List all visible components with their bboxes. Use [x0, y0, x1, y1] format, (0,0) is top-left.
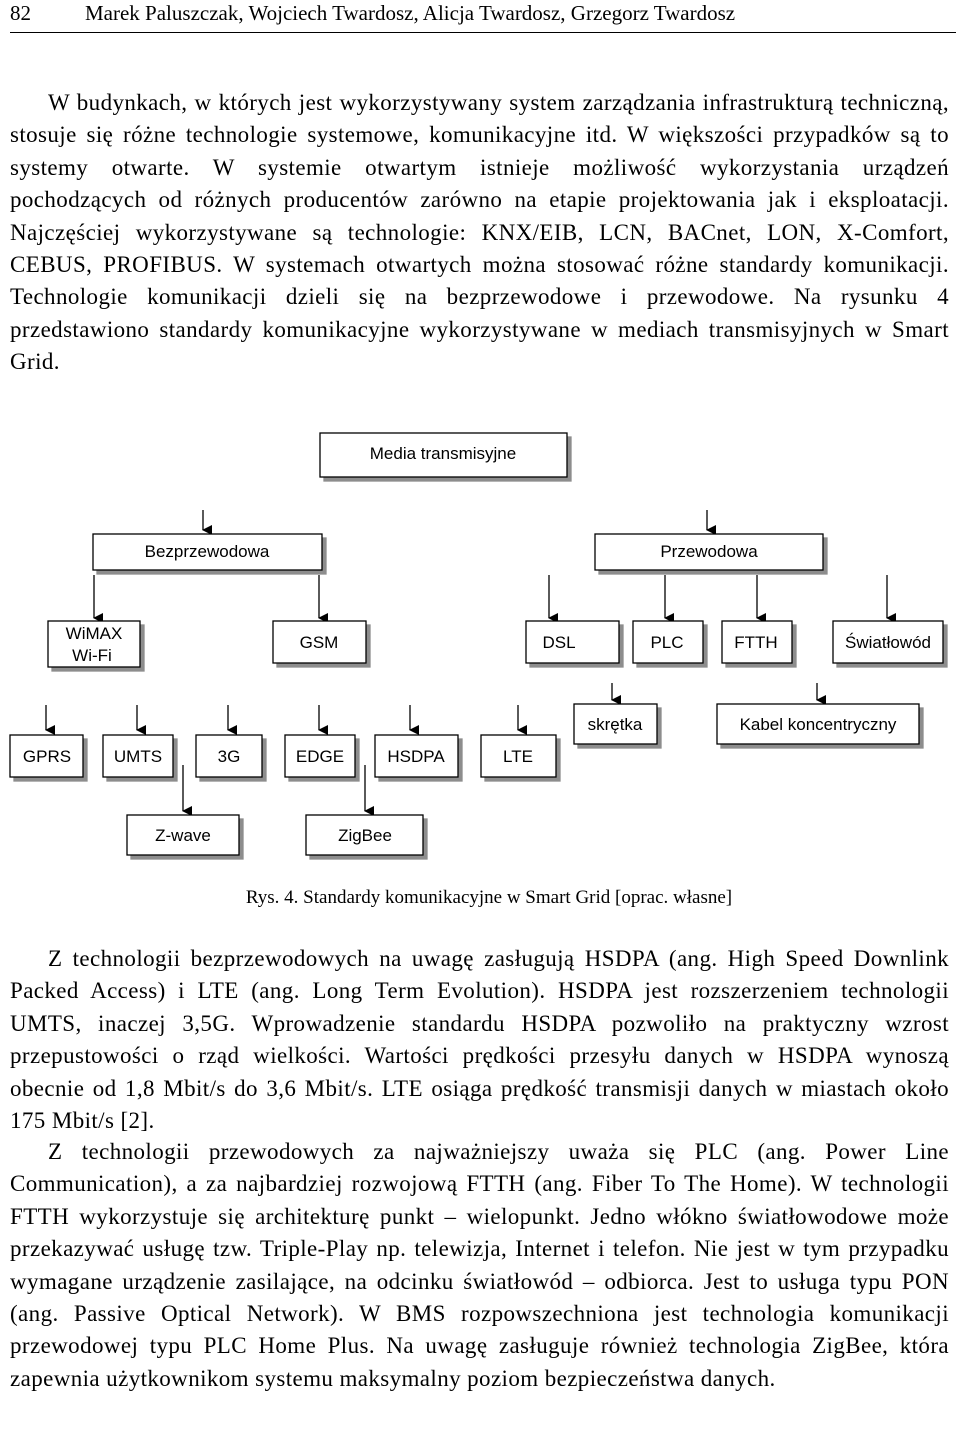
node-boxes [10, 433, 943, 855]
node-labels [23, 444, 931, 845]
figure-caption: Rys. 4. Standardy komunikacyjne w Smart Grid [oprac. własne] [245, 887, 733, 908]
node-gsm: GSM [299, 633, 339, 652]
node-przewodowa: Przewodowa [660, 542, 758, 561]
node-swiatlowod: Światłowód [845, 633, 931, 652]
page-number: 82 [10, 1, 31, 25]
node-skretka: skrętka [587, 715, 643, 734]
node-kabel-koncentryczny: Kabel koncentryczny [739, 715, 897, 734]
node-gprs: GPRS [22, 747, 72, 766]
node-wimax: WiMAX [65, 624, 123, 643]
node-ftth: FTTH [734, 633, 778, 652]
node-edge: EDGE [295, 747, 345, 766]
node-umts: UMTS [113, 747, 163, 766]
body-paragraph: Z technologii przewodowych za najważniejszy uważa się PLC (ang. Power Line Communication), a za najbardziej rozwojową FTTH (ang. Fiber To The Home). W technologii FTTH wykorzystuje się architekturę punkt – wielopunkt. Jedno włókno światłowodowe może przekazywać usługę tzw. Triple-Play np. telewizja, Internet i telefon. Nie jest w tym przypadku wymagane urządzenie zasilające, na odcinku światłowód – odbiorca. Jest to usługa typu PON (ang. Passive Optical Network). W BMS rozpowszechniona jest technologia komunikacji przewodowej typu PLC Home Plus. Na uwagę zasługuje również technologia ZigBee, która zapewnia użytkownikom systemu maksymalny poziom bezpieczeństwa danych. [10, 1139, 949, 1391]
node-media-transmisyjne: Media transmisyjne [369, 444, 517, 463]
node-hsdpa: HSDPA [387, 747, 445, 766]
page-header [10, 0, 956, 33]
body-paragraph: W budynkach, w których jest wykorzystywany system zarządzania infrastrukturą techniczną, stosuje się różne technologie systemowe, komunikacyjne itd. W większości przypadków są to systemy otwarte. W systemie otwartym istnieje możliwość wykorzystania urządzeń pochodzących od różnych producentów zarówno na etapie projektowania jak i eksploatacji. Najczęściej wykorzystywane są technologie: KNX/EIB, LCN, BACnet, LON, X-Comfort, CEBUS, PROFIBUS. W systemach otwartych można stosować różne standardy komunikacji. Technologie komunikacji dzieli się na bezprzewodowe i przewodowe. Na rysunku 4 przedstawiono standardy komunikacyjne wykorzystywane w mediach transmisyjnych w Smart Grid. [10, 90, 949, 375]
node-dsl: DSL [542, 633, 576, 652]
node-bezprzewodowa: Bezprzewodowa [144, 542, 270, 561]
node-zigbee: ZigBee [338, 826, 392, 845]
running-head: Marek Paluszczak, Wojciech Twardosz, Alicja Twardosz, Grzegorz Twardosz [85, 1, 736, 25]
node-3g: 3G [217, 747, 241, 766]
body-paragraph: Z technologii bezprzewodowych na uwagę zasługują HSDPA (ang. High Speed Downlink Packed Access) i LTE (ang. Long Term Evolution). HSDPA jest rozszerzeniem technologii UMTS, inaczej 3,5G. Wprowadzenie standardu HSDPA pozwoliło na praktyczny wzrost przepustowości o rząd wielkości. Wartości prędkości przesyłu danych w HSDPA wynoszą obecnie od 1,8 Mbit/s do 3,6 Mbit/s. LTE osiąga prędkość transmisji danych w miastach około 175 Mbit/s [2]. [10, 946, 949, 1134]
node-wifi: Wi-Fi [72, 646, 112, 665]
node-z-wave: Z-wave [155, 826, 211, 845]
figure-diagram [0, 425, 960, 875]
node-plc: PLC [650, 633, 684, 652]
node-lte: LTE [503, 747, 533, 766]
communication-standards-tree [0, 425, 960, 875]
